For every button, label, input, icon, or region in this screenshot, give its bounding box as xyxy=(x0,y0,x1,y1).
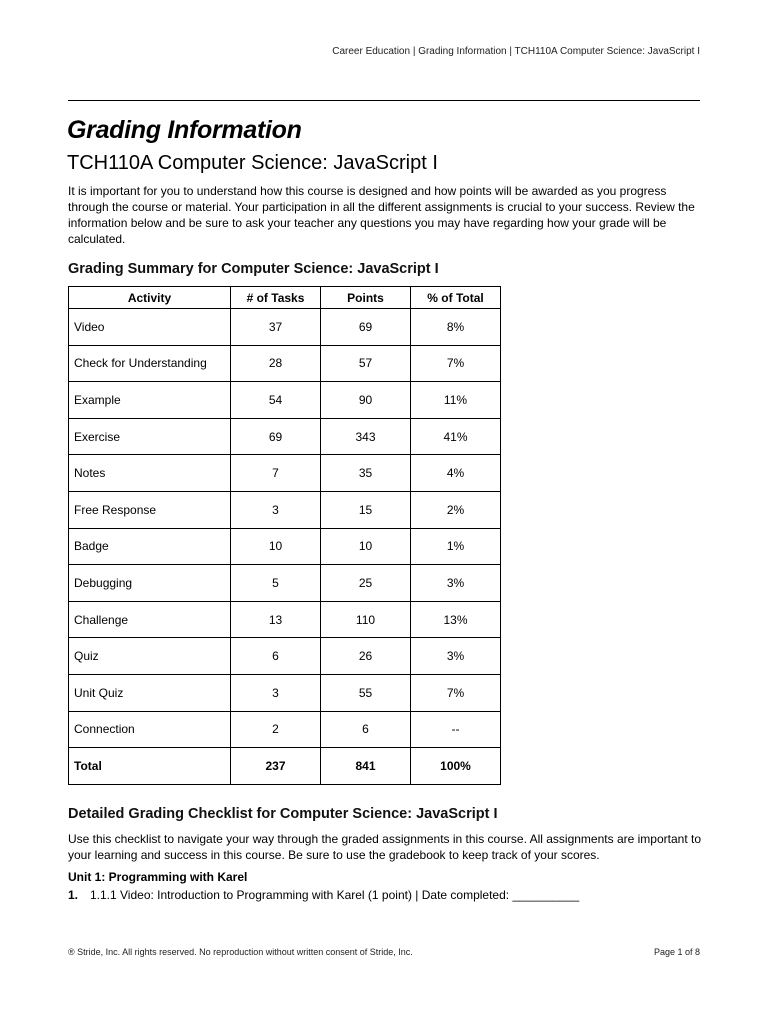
tasks-cell: 7 xyxy=(231,455,321,492)
column-header-points: Points xyxy=(321,287,411,309)
tasks-cell: 6 xyxy=(231,638,321,675)
activity-cell: Example xyxy=(69,382,231,419)
total-percent: 100% xyxy=(411,748,501,785)
page-header-breadcrumb: Career Education | Grading Information | TCH110A Computer Science: JavaScript I xyxy=(332,46,700,57)
percent-cell: 3% xyxy=(411,565,501,602)
points-cell: 6 xyxy=(321,711,411,748)
column-header-tasks: # of Tasks xyxy=(231,287,321,309)
points-cell: 10 xyxy=(321,528,411,565)
checklist-item-number: 1. xyxy=(68,888,79,902)
checklist-heading: Detailed Grading Checklist for Computer Science: JavaScript I xyxy=(68,806,498,822)
checklist-intro-paragraph: Use this checklist to navigate your way through the graded assignments in this course. All assignments are important to your learning and success in this course. Be sure to use the gradebook to keep track of your scores. xyxy=(68,832,701,862)
checklist-item xyxy=(68,888,579,902)
activity-cell: Quiz xyxy=(69,638,231,675)
header-divider xyxy=(68,100,700,101)
points-cell: 35 xyxy=(321,455,411,492)
total-points: 841 xyxy=(321,748,411,785)
percent-cell: 2% xyxy=(411,491,501,528)
table-row xyxy=(69,601,501,638)
footer-page-number: Page 1 of 8 xyxy=(653,947,700,957)
tasks-cell: 69 xyxy=(231,418,321,455)
checklist-item-text: 1.1.1 Video: Introduction to Programming with Karel (1 point) | Date completed: __________ xyxy=(90,888,580,902)
points-cell: 69 xyxy=(321,309,411,346)
course-title: TCH110A Computer Science: JavaScript I xyxy=(67,152,438,174)
points-cell: 25 xyxy=(321,565,411,602)
total-label: Total xyxy=(69,748,231,785)
table-row xyxy=(69,565,501,602)
points-cell: 57 xyxy=(321,345,411,382)
percent-cell: 8% xyxy=(411,309,501,346)
table-row xyxy=(69,674,501,711)
activity-cell: Exercise xyxy=(69,418,231,455)
intro-paragraph: It is important for you to understand how this course is designed and how points will be awarded as you progress through the course or material. Your participation in all the different assignments is crucial to your success. Review the information below and be sure to ask your teacher any questions you may have regarding how your grade will be calculated. xyxy=(68,184,695,246)
tasks-cell: 28 xyxy=(231,345,321,382)
page-title: Grading Information xyxy=(67,116,302,144)
points-cell: 110 xyxy=(321,601,411,638)
tasks-cell: 2 xyxy=(231,711,321,748)
table-total-row xyxy=(69,748,501,785)
percent-cell: 1% xyxy=(411,528,501,565)
table-row xyxy=(69,418,501,455)
activity-cell: Challenge xyxy=(69,601,231,638)
activity-cell: Debugging xyxy=(69,565,231,602)
activity-cell: Connection xyxy=(69,711,231,748)
tasks-cell: 3 xyxy=(231,491,321,528)
activity-cell: Check for Understanding xyxy=(69,345,231,382)
points-cell: 26 xyxy=(321,638,411,675)
total-tasks: 237 xyxy=(231,748,321,785)
tasks-cell: 3 xyxy=(231,674,321,711)
percent-cell: 3% xyxy=(411,638,501,675)
table-row xyxy=(69,309,501,346)
table-row xyxy=(69,711,501,748)
percent-cell: 13% xyxy=(411,601,501,638)
column-header-percent: % of Total xyxy=(411,287,501,309)
tasks-cell: 37 xyxy=(231,309,321,346)
tasks-cell: 54 xyxy=(231,382,321,419)
table-body xyxy=(69,309,501,785)
points-cell: 90 xyxy=(321,382,411,419)
percent-cell: 4% xyxy=(411,455,501,492)
table-row xyxy=(69,455,501,492)
tasks-cell: 10 xyxy=(231,528,321,565)
points-cell: 15 xyxy=(321,491,411,528)
column-header-activity: Activity xyxy=(69,287,231,309)
percent-cell: -- xyxy=(411,711,501,748)
tasks-cell: 13 xyxy=(231,601,321,638)
table-row xyxy=(69,491,501,528)
table-row xyxy=(69,382,501,419)
tasks-cell: 5 xyxy=(231,565,321,602)
points-cell: 55 xyxy=(321,674,411,711)
grading-summary-heading: Grading Summary for Computer Science: JavaScript I xyxy=(68,261,439,277)
percent-cell: 7% xyxy=(411,345,501,382)
footer-copyright: ® Stride, Inc. All rights reserved. No reproduction without written consent of Stride, Inc. xyxy=(68,947,413,957)
activity-cell: Free Response xyxy=(69,491,231,528)
activity-cell: Badge xyxy=(69,528,231,565)
table-row xyxy=(69,528,501,565)
percent-cell: 41% xyxy=(411,418,501,455)
percent-cell: 11% xyxy=(411,382,501,419)
table-row xyxy=(69,638,501,675)
grading-summary-table xyxy=(68,286,501,785)
activity-cell: Video xyxy=(69,309,231,346)
points-cell: 343 xyxy=(321,418,411,455)
percent-cell: 7% xyxy=(411,674,501,711)
table-header-row xyxy=(69,287,501,309)
activity-cell: Notes xyxy=(69,455,231,492)
table-row xyxy=(69,345,501,382)
unit-title: Unit 1: Programming with Karel xyxy=(68,870,248,884)
activity-cell: Unit Quiz xyxy=(69,674,231,711)
